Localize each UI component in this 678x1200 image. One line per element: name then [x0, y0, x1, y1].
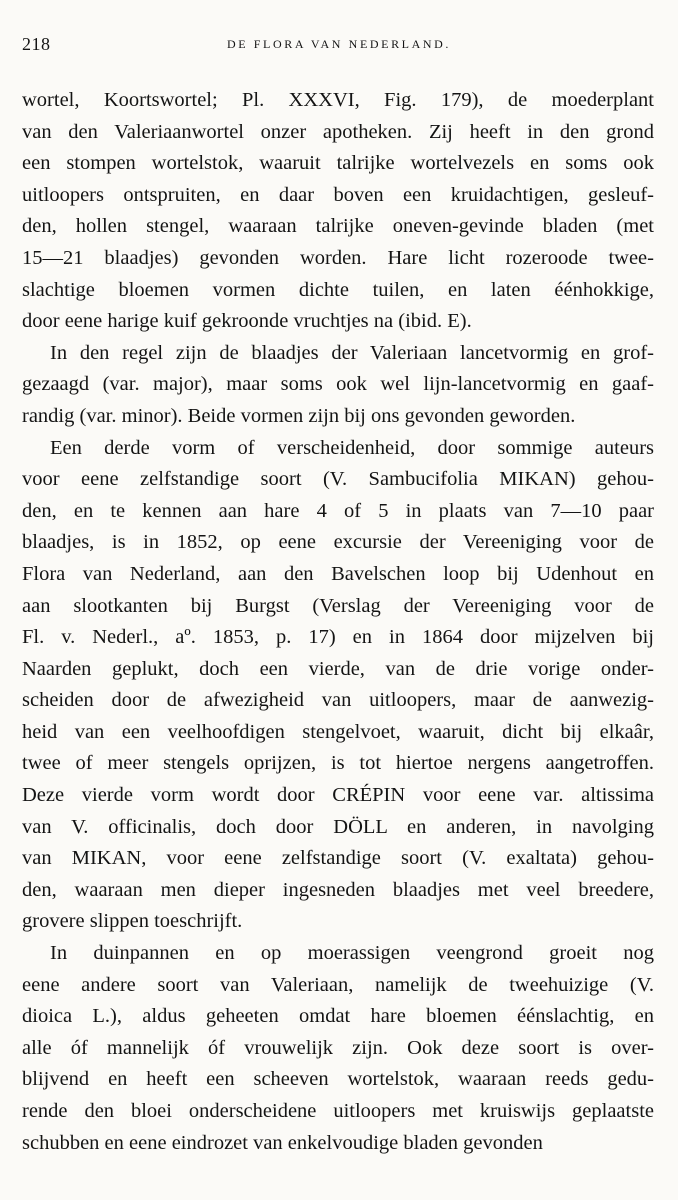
text-line: twee of meer stengels oprijzen, is tot hiertoe nergens aangetroffen. [22, 752, 654, 775]
text-line: voor eene zelfstandige soort (V. Sambucifolia MIKAN) gehou- [22, 468, 654, 491]
text-line: van V. officinalis, doch door DÖLL en anderen, in navolging [22, 815, 654, 838]
text-line: 15—21 blaadjes) gevonden worden. Hare licht rozeroode twee- [22, 246, 654, 269]
text-line: alle óf mannelijk óf vrouwelijk zijn. Ook deze soort is over- [22, 1036, 654, 1059]
text-line: den, hollen stengel, waaraan talrijke oneven-gevinde bladen (met [22, 215, 654, 238]
text-line: aan slootkanten bij Burgst (Verslag der Vereeniging voor de [22, 594, 654, 617]
text-line: eene andere soort van Valeriaan, namelijk de tweehuizige (V. [22, 973, 654, 996]
text-line: van MIKAN, voor eene zelfstandige soort (V. exaltata) gehou- [22, 847, 654, 870]
text-line: slachtige bloemen vormen dichte tuilen, en laten éénhokkige, [22, 278, 654, 301]
text-line: scheiden door de afwezigheid van uitloopers, maar de aanwezig- [22, 689, 654, 712]
text-line: gezaagd (var. major), maar soms ook wel lijn-lancetvormig en gaaf- [22, 373, 654, 396]
text-line: door eene harige kuif gekroonde vruchtjes na (ibid. E). [22, 310, 472, 333]
text-line: uitloopers ontspruiten, en daar boven een kruidachtigen, gesleuf- [22, 183, 654, 206]
text-line: van den Valeriaanwortel onzer apotheken. Zij heeft in den grond [22, 120, 654, 143]
paragraph [22, 433, 654, 939]
text-line: een stompen wortelstok, waaruit talrijke wortelvezels en soms ook [22, 152, 654, 175]
text-line: randig (var. minor). Beide vormen zijn bij ons gevonden geworden. [22, 404, 576, 427]
text-line: den, en te kennen aan hare 4 of 5 in plaats van 7—10 paar [22, 499, 654, 522]
body-text [22, 85, 654, 1159]
text-line: wortel, Koortswortel; Pl. XXXVI, Fig. 179), de moederplant [22, 89, 654, 111]
text-line: Fl. v. Nederl., aº. 1853, p. 17) en in 1864 door mijzelven bij [22, 626, 654, 649]
text-line: Een derde vorm of verscheidenheid, door sommige auteurs [50, 436, 654, 459]
text-line: grovere slippen toeschrijft. [22, 910, 243, 933]
text-line: heid van een veelhoofdigen stengelvoet, waaruit, dicht bij elkaâr, [22, 720, 654, 743]
text-line: blaadjes, is in 1852, op eene excursie der Vereeniging voor de [22, 531, 654, 554]
running-head: DE FLORA VAN NEDERLAND. [226, 37, 452, 51]
text-line: Naarden geplukt, doch een vierde, van de drie vorige onder- [22, 657, 654, 680]
text-line: Flora van Nederland, aan den Bavelschen loop bij Udenhout en [22, 562, 654, 585]
text-line: blijvend en heeft een scheeven wortelstok, waaraan reeds gedu- [22, 1068, 654, 1091]
text-line: dioica L.), aldus geheeten omdat hare bloemen éénslachtig, en [22, 1005, 654, 1028]
text-line: Deze vierde vorm wordt door CRÉPIN voor eene var. altissima [22, 784, 654, 807]
paragraph [22, 938, 654, 1159]
text-line: rende den bloei onderscheidene uitloopers met kruiswijs geplaatste [22, 1100, 654, 1122]
paragraph [22, 85, 654, 338]
text-line: In den regel zijn de blaadjes der Valeriaan lancetvormig en grof- [50, 341, 654, 364]
text-line: In duinpannen en op moerassigen veengrond groeit nog [50, 942, 654, 965]
paragraph [22, 338, 654, 433]
page-header [22, 34, 656, 58]
page-number: 218 [22, 34, 51, 54]
text-line: den, waaraan men dieper ingesneden blaadjes met veel breedere, [22, 878, 654, 901]
text-line: schubben en eene eindrozet van enkelvoudige bladen gevonden [22, 1131, 543, 1154]
